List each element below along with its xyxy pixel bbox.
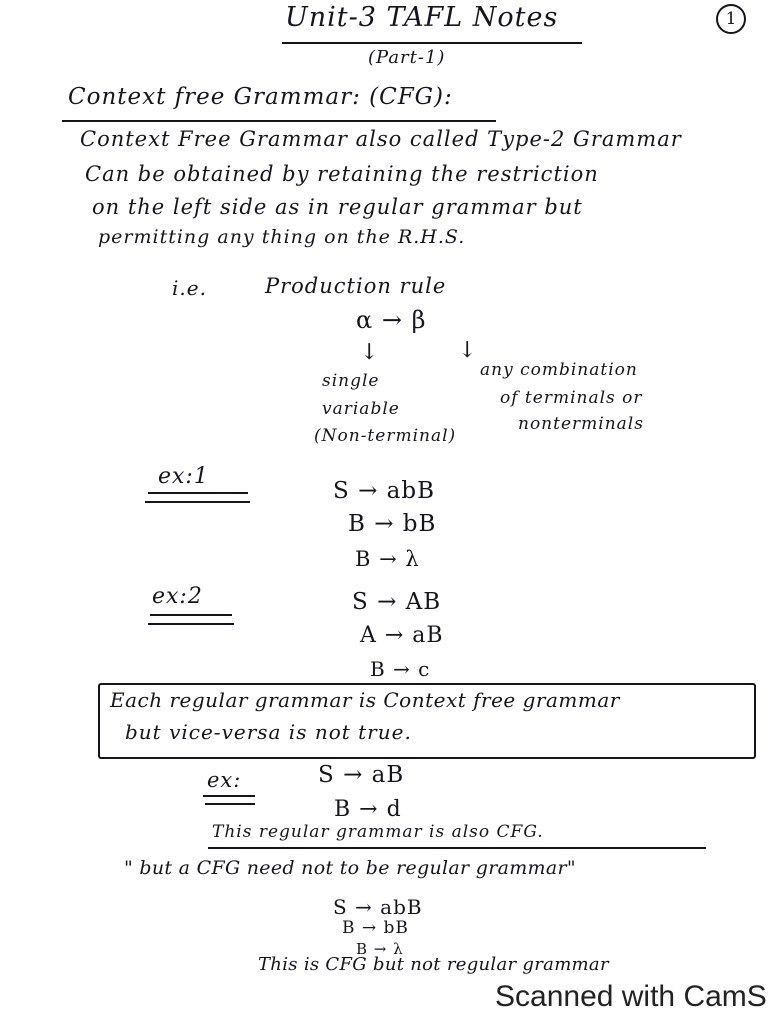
left-desc-line-3: (Non-terminal) [314, 426, 457, 446]
right-desc-line-2: of terminals or [500, 388, 643, 408]
example2-underline-1 [150, 614, 232, 616]
example3-rule2-3: B → λ [356, 940, 404, 958]
example1-rule-1: S → abB [333, 478, 435, 504]
page-number-badge: 1 [716, 4, 746, 34]
example3-rule-1: S → aB [318, 762, 405, 788]
example3-underline-2 [205, 803, 255, 805]
definition-line-3: on the left side as in regular grammar but [92, 195, 583, 219]
example2-label: ex:2 [152, 584, 203, 609]
example2-rule-2: A → aB [360, 623, 444, 648]
page-subtitle: (Part-1) [368, 47, 446, 68]
left-desc-line-2: variable [322, 399, 400, 419]
example3-label: ex: [207, 768, 242, 792]
example3-rule2-2: B → bB [342, 918, 409, 938]
definition-line-2: Can be obtained by retaining the restriction [85, 162, 599, 186]
page-title: Unit-3 TAFL Notes [285, 2, 559, 33]
right-desc-line-1: any combination [480, 360, 638, 380]
heading-underline [62, 120, 496, 122]
example3-comment-underline [208, 847, 706, 849]
note-line-2: but vice-versa is not true. [125, 720, 412, 744]
production-rule: α → β [356, 306, 427, 334]
example3-comment: This regular grammar is also CFG. [212, 822, 544, 842]
scanner-watermark: Scanned with CamS [495, 980, 767, 1013]
down-arrow-left: ↓ [360, 340, 380, 365]
right-desc-line-3: nonterminals [518, 414, 644, 434]
production-rule-label: Production rule [265, 274, 447, 298]
left-desc-line-1: single [322, 371, 380, 391]
example3-underline-1 [203, 795, 255, 797]
example2-rule-1: S → AB [352, 589, 442, 615]
ie-label: i.e. [172, 276, 207, 300]
example2-rule-3: B → c [370, 657, 431, 681]
example1-underline-1 [148, 492, 248, 494]
down-arrow-right: ↓ [458, 338, 478, 363]
title-underline [282, 42, 582, 44]
definition-line-4: permitting any thing on the R.H.S. [98, 226, 466, 248]
example1-rule-3: B → λ [355, 547, 420, 571]
section-heading: Context free Grammar: (CFG): [68, 84, 453, 110]
note-line-1: Each regular grammar is Context free grammar [110, 688, 620, 712]
example1-label: ex:1 [158, 464, 209, 489]
example3-rule2-1: S → abB [333, 895, 423, 919]
example2-underline-2 [148, 623, 234, 625]
definition-line-1: Context Free Grammar also called Type-2 Grammar [80, 127, 682, 151]
example1-underline-2 [145, 501, 250, 503]
example3-rule-2: B → d [334, 797, 402, 822]
example1-rule-2: B → bB [348, 511, 437, 537]
cfg-quote-line: " but a CFG need not to be regular grammar" [124, 857, 576, 879]
conclusion-line: This is CFG but not regular grammar [258, 954, 609, 975]
